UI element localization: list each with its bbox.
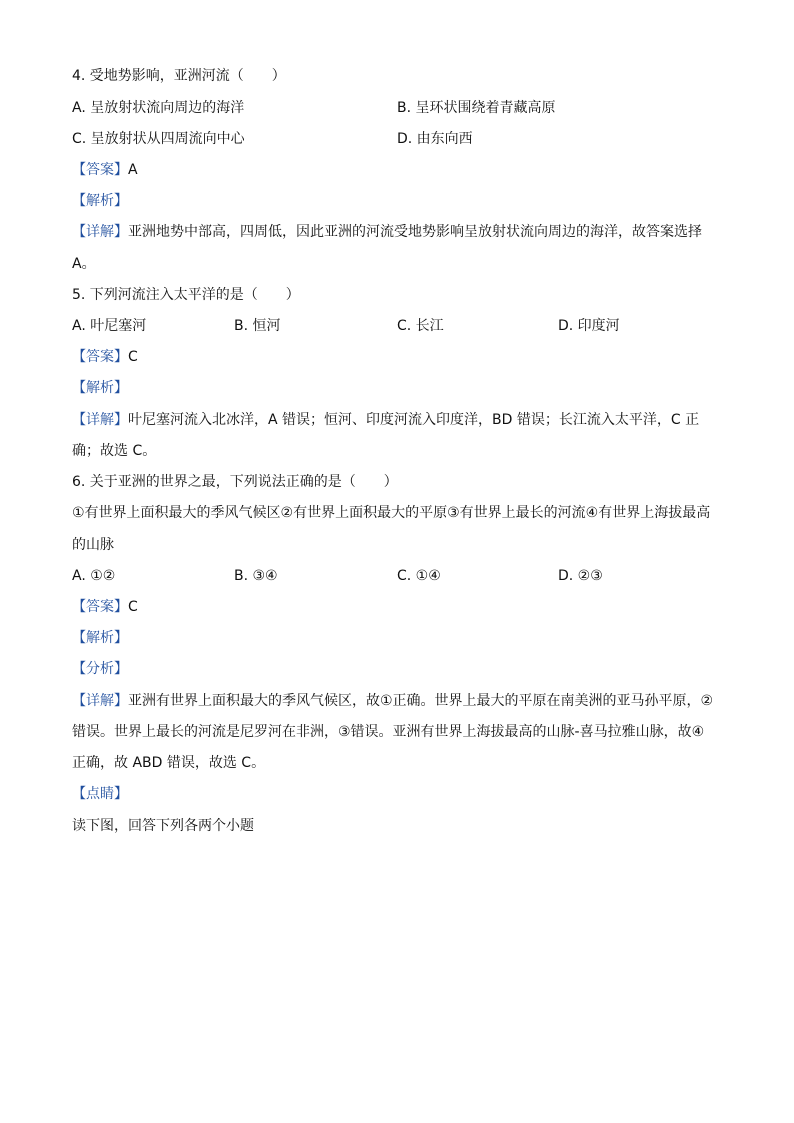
q5-detail bbox=[72, 410, 722, 430]
answer-tag: 【答案】 bbox=[72, 349, 128, 365]
q4-detail-text: 亚洲地势中部高，四周低，因此亚洲的河流受地势影响呈放射状流向周边的海洋，故答案选择 bbox=[128, 224, 702, 240]
q6-analysis-tag: 【解析】 bbox=[72, 630, 128, 646]
q6-detail-cont-1: 错误。世界上最长的河流是尼罗河在非洲，③错误。亚洲有世界上海拔最高的山脉-喜马拉雅山脉，故④ bbox=[72, 724, 705, 740]
q4-option-a: A. 呈放射状流向周边的海洋 bbox=[72, 100, 245, 116]
q6-fenxi-tag: 【分析】 bbox=[72, 661, 128, 677]
q4-stem: 4. 受地势影响，亚洲河流（ ） bbox=[72, 68, 286, 84]
detail-tag: 【详解】 bbox=[72, 224, 128, 240]
q5-option-b: B. 恒河 bbox=[234, 318, 281, 334]
q6-detail-cont-2: 正确，故 ABD 错误，故选 C。 bbox=[72, 755, 266, 771]
q6-answer: C bbox=[128, 599, 138, 615]
q4-detail-cont: A。 bbox=[72, 256, 96, 272]
next-instruction: 读下图，回答下列各两个小题 bbox=[72, 818, 254, 834]
answer-tag: 【答案】 bbox=[72, 599, 128, 615]
q4-option-d: D. 由东向西 bbox=[397, 131, 473, 147]
q6-option-a: A. ①② bbox=[72, 568, 116, 584]
q6-option-c: C. ①④ bbox=[397, 568, 441, 584]
q4-option-c: C. 呈放射状从四周流向中心 bbox=[72, 131, 245, 147]
q4-answer-line bbox=[72, 160, 722, 180]
q6-statements: ①有世界上面积最大的季风气候区②有世界上面积最大的平原③有世界上最长的河流④有世界上海拔最高 bbox=[72, 505, 711, 521]
q4-analysis-tag: 【解析】 bbox=[72, 193, 128, 209]
q6-option-b: B. ③④ bbox=[234, 568, 278, 584]
q6-answer-line bbox=[72, 597, 722, 617]
q5-answer: C bbox=[128, 349, 138, 365]
q5-option-a: A. 叶尼塞河 bbox=[72, 318, 147, 334]
q5-option-c: C. 长江 bbox=[397, 318, 444, 334]
q5-option-d: D. 印度河 bbox=[558, 318, 620, 334]
detail-tag: 【详解】 bbox=[72, 693, 128, 709]
q6-option-d: D. ②③ bbox=[558, 568, 603, 584]
answer-tag: 【答案】 bbox=[72, 162, 128, 178]
q5-analysis-tag: 【解析】 bbox=[72, 380, 128, 396]
q6-statements-cont: 的山脉 bbox=[72, 537, 114, 553]
q5-detail-cont: 确；故选 C。 bbox=[72, 443, 157, 459]
q5-answer-line bbox=[72, 347, 722, 367]
q6-stem: 6. 关于亚洲的世界之最，下列说法正确的是（ ） bbox=[72, 474, 398, 490]
q6-dianjing-tag: 【点睛】 bbox=[72, 786, 128, 802]
q4-detail bbox=[72, 222, 722, 242]
q6-detail bbox=[72, 691, 722, 711]
q4-option-b: B. 呈环状围绕着青藏高原 bbox=[397, 100, 556, 116]
q6-detail-text: 亚洲有世界上面积最大的季风气候区，故①正确。世界上最大的平原在南美洲的亚马孙平原，② bbox=[128, 693, 714, 709]
q5-detail-text: 叶尼塞河流入北冰洋，A 错误；恒河、印度河流入印度洋，BD 错误；长江流入太平洋，C 正 bbox=[128, 412, 700, 428]
detail-tag: 【详解】 bbox=[72, 412, 128, 428]
q5-stem: 5. 下列河流注入太平洋的是（ ） bbox=[72, 287, 300, 303]
q4-answer: A bbox=[128, 162, 138, 178]
